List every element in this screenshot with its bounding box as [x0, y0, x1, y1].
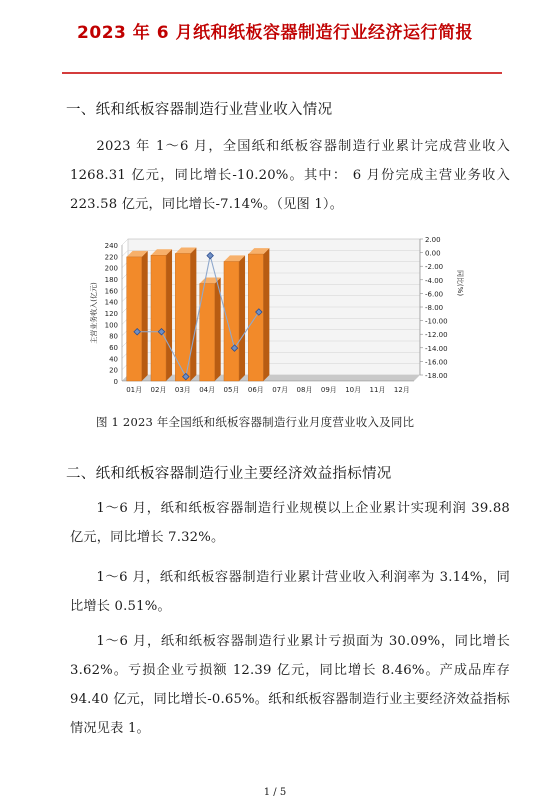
grid-diag	[122, 250, 128, 256]
y2-tick-label: -14.00	[425, 344, 448, 353]
x-tick-label: 09月	[320, 386, 337, 394]
bar	[151, 255, 166, 381]
y-tick-label: 100	[104, 321, 118, 330]
x-tick-label: 04月	[199, 386, 216, 394]
figure-caption: 图 1 2023 年全国纸和纸板容器制造行业月度营业收入及同比	[96, 415, 415, 429]
revenue-chart	[88, 237, 470, 409]
y2-tick-label: 2.00	[425, 237, 441, 244]
y-tick-label: 120	[104, 310, 118, 318]
x-tick-label: 10月	[345, 386, 362, 394]
x-tick-label: 02月	[150, 386, 167, 394]
section1-heading: 一、纸和纸板容器制造行业营业收入情况	[66, 102, 333, 118]
y-tick-label: 200	[104, 264, 118, 273]
x-tick-label: 03月	[174, 386, 191, 394]
y-tick-label: 180	[104, 276, 118, 284]
document-title: 2023 年 6 月纸和纸板容器制造行业经济运行简报	[77, 23, 473, 43]
y2-tick-label: -16.00	[425, 358, 448, 367]
y-tick-label: 40	[109, 355, 118, 364]
bar-side	[190, 248, 196, 382]
y-tick-label: 0	[113, 378, 118, 386]
grid-diag	[122, 239, 128, 245]
section2-paragraph-2: 1～6 月，纸和纸板容器制造行业累计营业收入利润率为 3.14%，同比增长 0.51%。	[70, 570, 510, 614]
y-tick-label: 80	[109, 332, 118, 341]
y-tick-label: 20	[109, 366, 118, 375]
x-tick-label: 07月	[272, 386, 289, 394]
title-divider	[62, 72, 502, 74]
bar	[127, 257, 142, 381]
bar-side	[166, 249, 172, 381]
section2-paragraph-1: 1～6 月，纸和纸板容器制造行业规模以上企业累计实现利润 39.88 亿元，同比增长 7.32%。	[70, 501, 510, 545]
x-tick-label: 08月	[296, 386, 313, 394]
page-number: 1 / 5	[263, 787, 287, 798]
y2-axis-label: 同比(%)	[456, 269, 464, 297]
y2-tick-label: -18.00	[425, 372, 448, 380]
y2-tick-label: -6.00	[425, 290, 444, 299]
x-tick-label: 01月	[126, 386, 143, 394]
bar-side	[142, 251, 148, 381]
x-tick-label: 11月	[369, 386, 386, 394]
x-tick-label: 05月	[223, 386, 240, 394]
y-tick-label: 140	[104, 298, 118, 307]
y-axis-label: 主营业务收入(亿元)	[90, 282, 98, 344]
y2-tick-label: -10.00	[425, 317, 448, 326]
bar	[248, 254, 263, 381]
section2-paragraph-3: 1～6 月，纸和纸板容器制造行业累计亏损面为 30.09%，同比增长 3.62%。亏损企业亏损额 12.39 亿元，同比增长 8.46%。产成品库存 94.40 亿元，同比增长-0.65%。纸和纸板容器制造行业主要经济效益指标情况见表 1。	[70, 634, 510, 736]
y-tick-label: 240	[104, 242, 118, 250]
y2-tick-label: 0.00	[425, 249, 441, 258]
y2-tick-label: -4.00	[425, 276, 444, 285]
section2-heading: 二、纸和纸板容器制造行业主要经济效益指标情况	[66, 466, 392, 482]
y2-tick-label: -8.00	[425, 304, 444, 312]
y2-tick-label: -2.00	[425, 263, 444, 272]
bar	[224, 261, 239, 381]
y-tick-label: 220	[104, 253, 118, 262]
bar-side	[263, 248, 269, 381]
section1-paragraph: 2023 年 1～6 月，全国纸和纸板容器制造行业累计完成营业收入 1268.31 亿元，同比增长-10.20%。其中： 6 月份完成主营业务收入 223.58 亿元，同比增长-7.14%。（见图 1）。	[70, 139, 510, 212]
revenue-chart-svg	[88, 237, 470, 409]
bar-side	[239, 255, 245, 381]
y2-tick-label: -12.00	[425, 331, 448, 340]
y-tick-label: 60	[109, 344, 118, 352]
x-tick-label: 12月	[393, 386, 410, 394]
y-tick-label: 160	[104, 287, 118, 296]
x-tick-label: 06月	[247, 386, 264, 394]
